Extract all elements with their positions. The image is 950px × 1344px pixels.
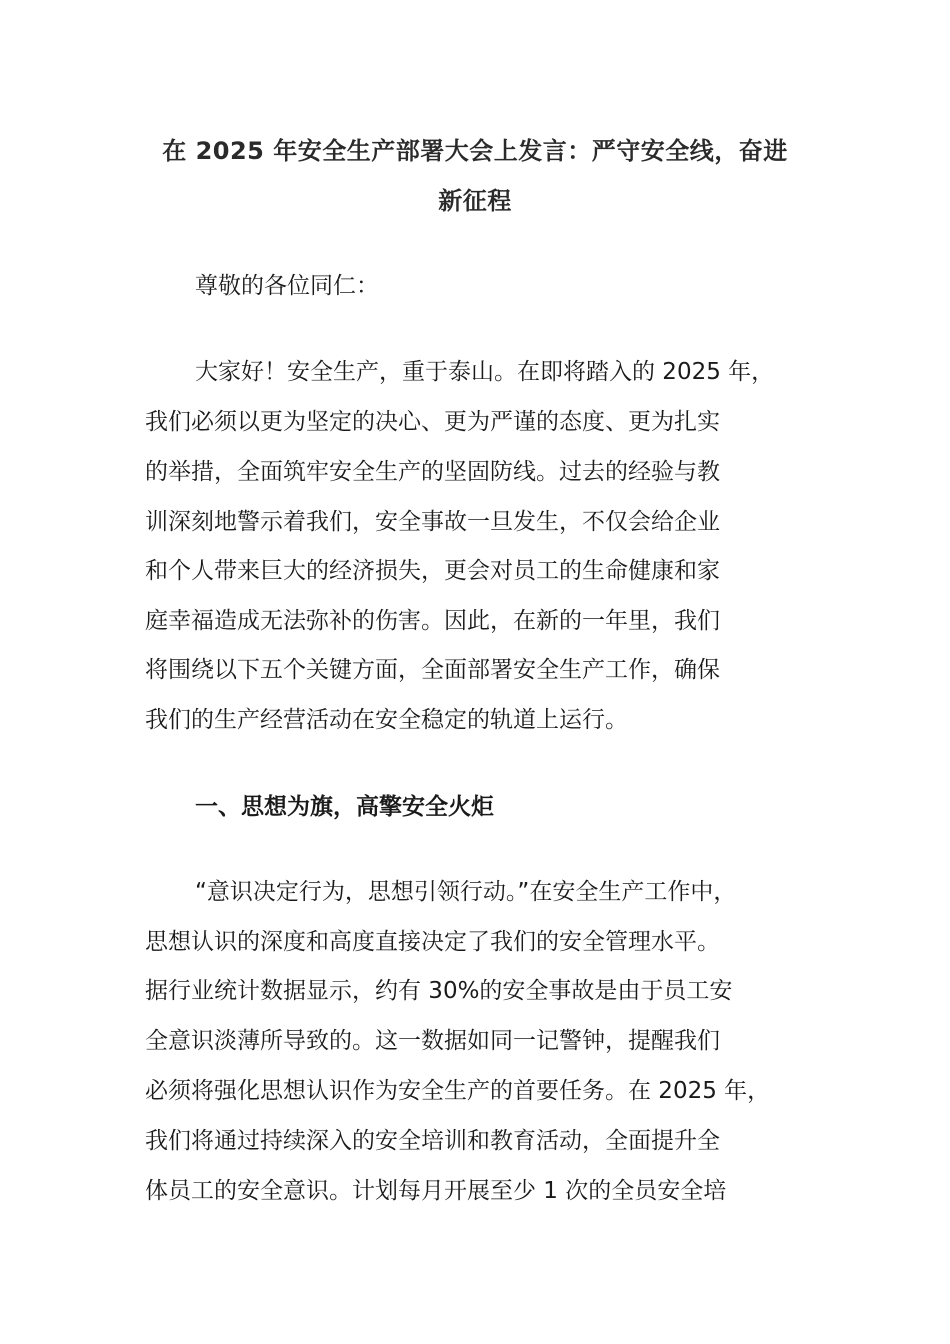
paragraph-line: 必须将强化思想认识作为安全生产的首要任务。在 2025 年， — [145, 1078, 771, 1104]
document-title-line-2: 新征程 — [438, 187, 512, 215]
paragraph-line: 我们将通过持续深入的安全培训和教育活动，全面提升全 — [145, 1128, 720, 1154]
paragraph-line: 训深刻地警示着我们，安全事故一旦发生，不仅会给企业 — [145, 509, 720, 535]
paragraph-line: 我们的生产经营活动在安全稳定的轨道上运行。 — [145, 707, 628, 733]
paragraph-line: 全意识淡薄所导致的。这一数据如同一记警钟，提醒我们 — [145, 1028, 720, 1054]
document-title-line-1: 在 2025 年安全生产部署大会上发言：严守安全线，奋进 — [162, 137, 788, 165]
paragraph-line: 将围绕以下五个关键方面，全面部署安全生产工作，确保 — [145, 657, 720, 683]
paragraph-line: 据行业统计数据显示，约有 30%的安全事故是由于员工安 — [145, 978, 733, 1004]
paragraph-line: 体员工的安全意识。计划每月开展至少 1 次的全员安全培 — [145, 1178, 727, 1204]
paragraph-line: “意识决定行为，思想引领行动。”在安全生产工作中， — [195, 879, 737, 905]
paragraph-line: 和个人带来巨大的经济损失，更会对员工的生命健康和家 — [145, 558, 720, 584]
paragraph-line: 庭幸福造成无法弥补的伤害。因此，在新的一年里，我们 — [145, 608, 720, 634]
paragraph-line: 思想认识的深度和高度直接决定了我们的安全管理水平。 — [145, 929, 720, 955]
greeting: 尊敬的各位同仁： — [195, 273, 379, 299]
paragraph-line: 我们必须以更为坚定的决心、更为严谨的态度、更为扎实 — [145, 409, 720, 435]
paragraph-line: 大家好！安全生产，重于泰山。在即将踏入的 2025 年， — [195, 359, 775, 385]
section-heading-1: 一、思想为旗，高擎安全火炬 — [195, 794, 494, 820]
paragraph-line: 的举措，全面筑牢安全生产的坚固防线。过去的经验与教 — [145, 459, 720, 485]
